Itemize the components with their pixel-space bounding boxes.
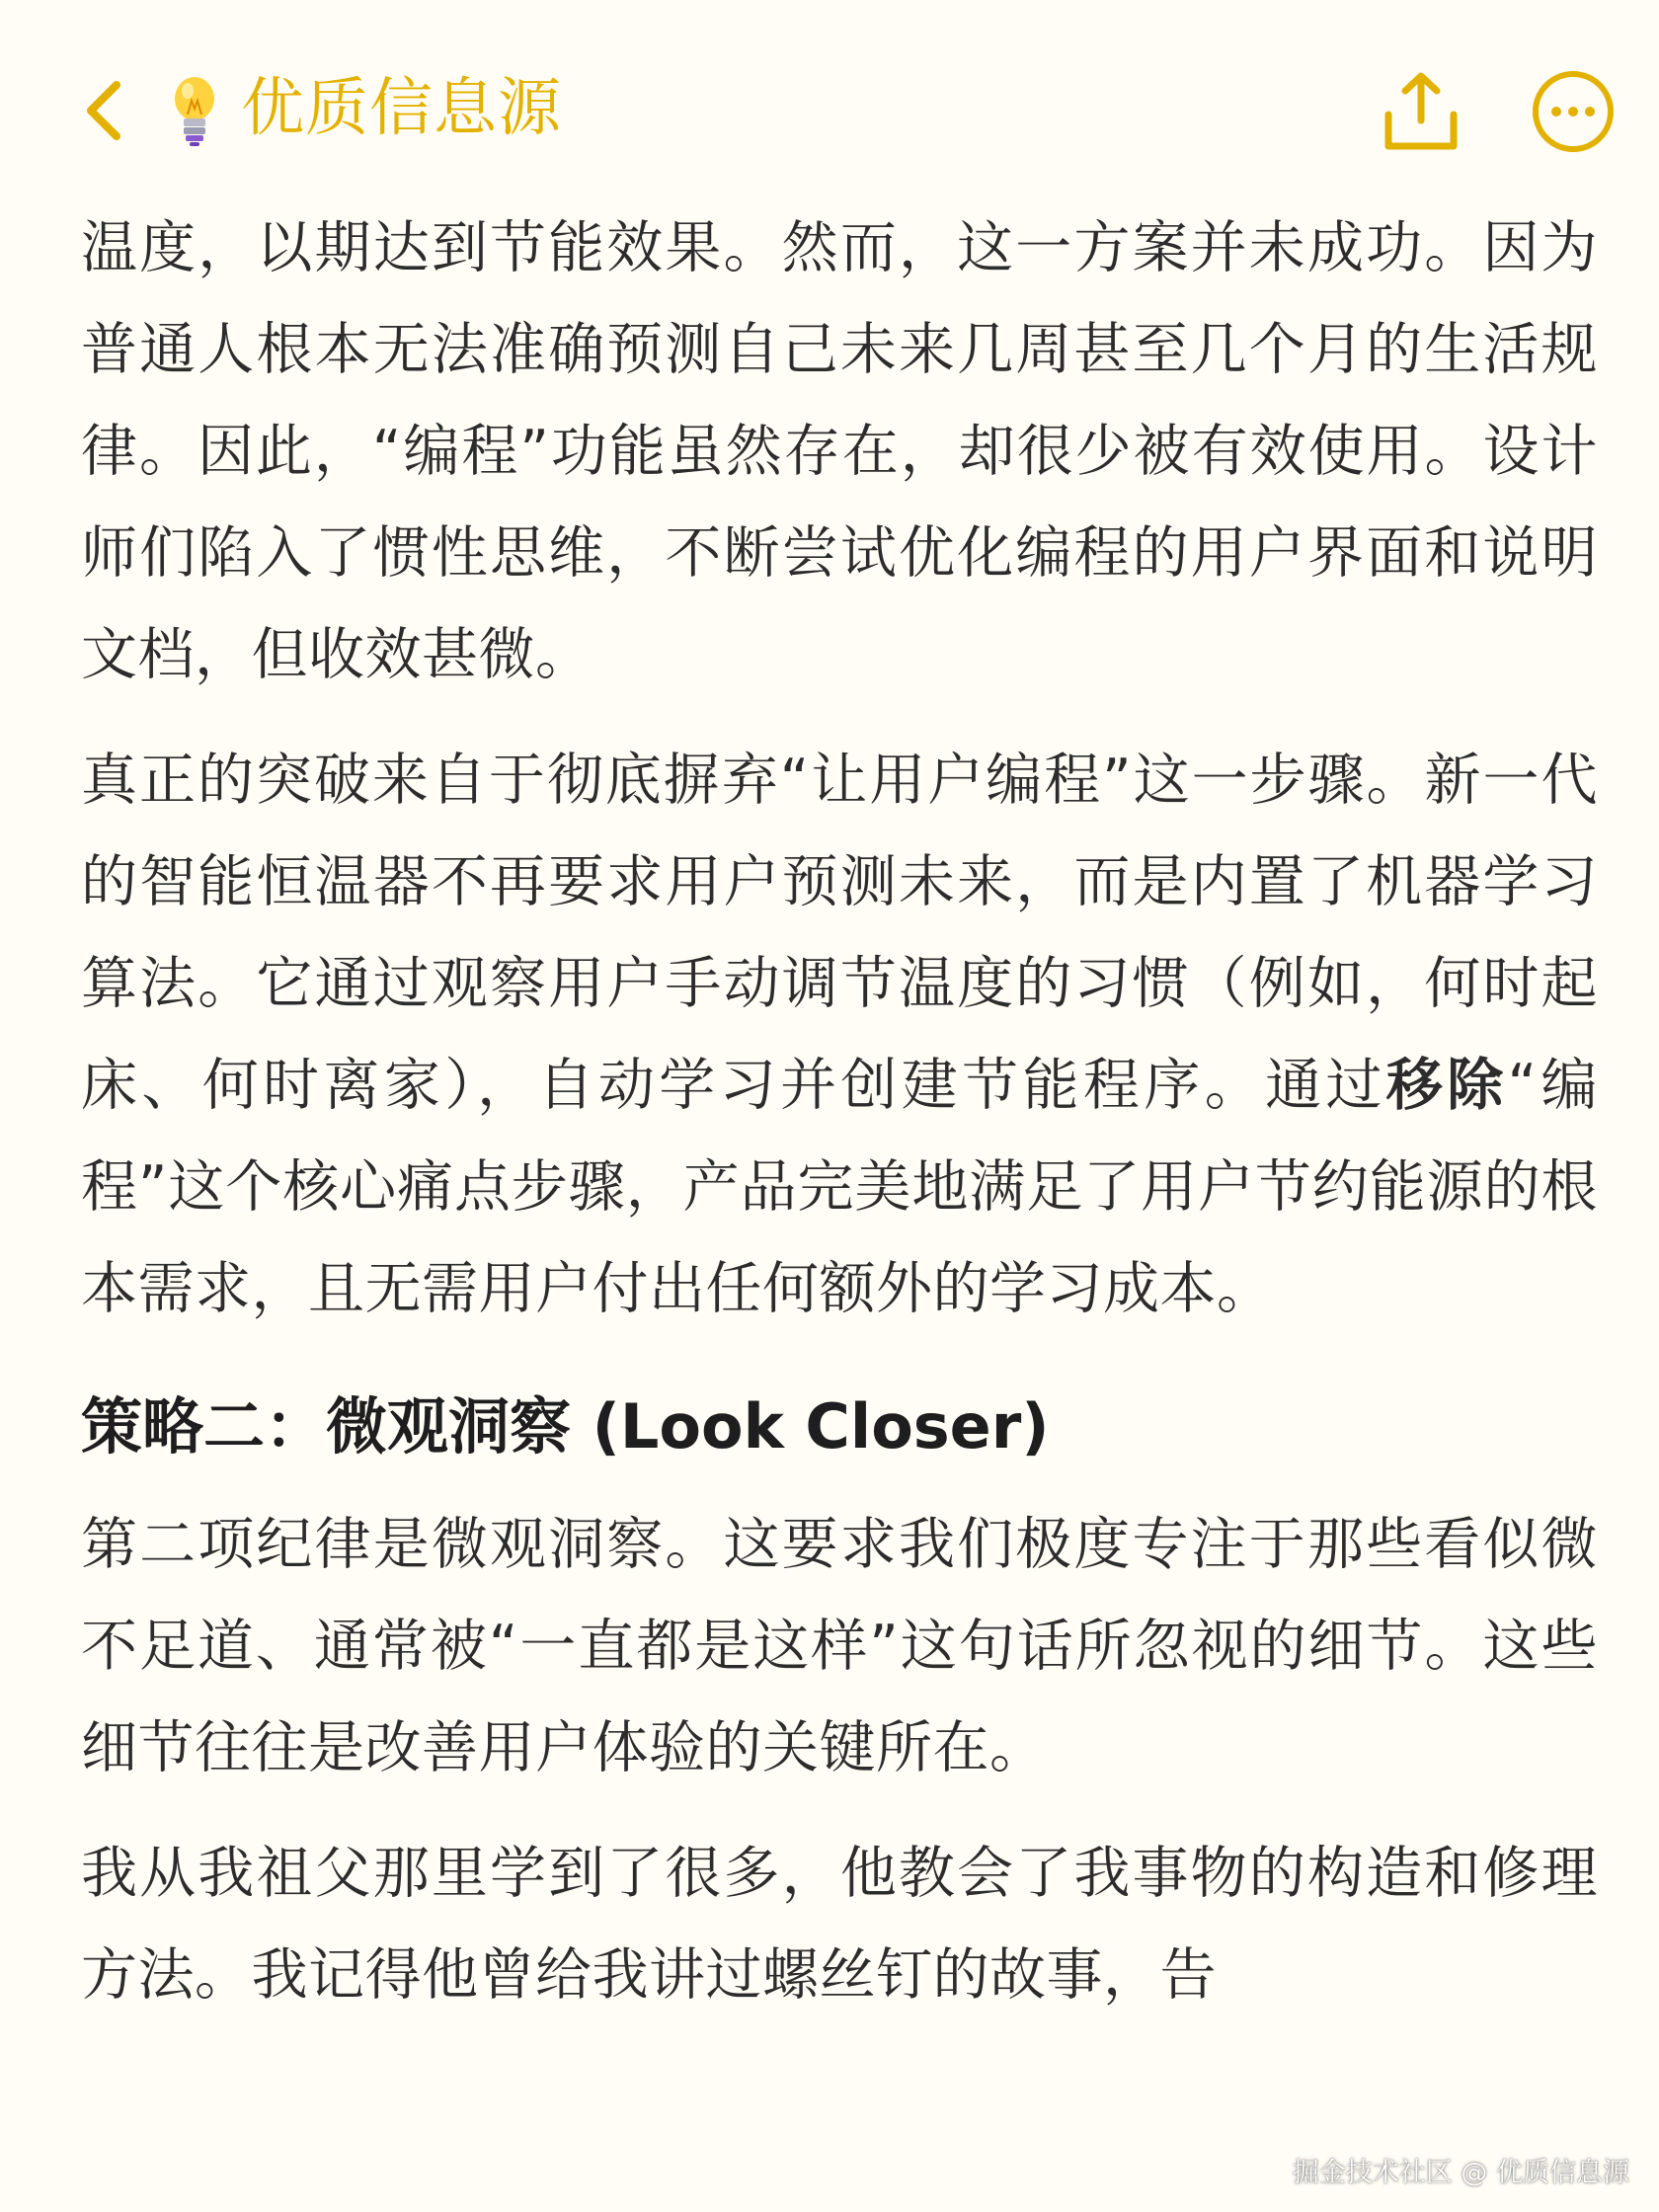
top-nav-bar [0, 0, 1659, 198]
paragraph: 我从我祖父那里学到了很多，他教会了我事物的构造和修理方法。我记得他曾给我讲过螺丝钉的故事，告 [81, 1841, 1598, 2008]
paragraph-text: 真正的突破来自于彻底摒弃“让用户编程”这一步骤。新一代的智能恒温器不再要求用户预测未来，而是内置了机器学习算法。它通过观察用户手动调节温度的习惯（例如，何时起床、何时离家），自动学习并创建节能程序。通过 [81, 748, 1598, 1118]
paragraph: 温度，以期达到节能效果。然而，这一方案并未成功。因为普通人根本无法准确预测自己未来几周甚至几个月的生活规律。因此，“编程”功能虽然存在，却很少被有效使用。设计师们陷入了惯性思维，不断尝试优化编程的用户界面和说明文档，但收效甚微。 [81, 215, 1598, 687]
paragraph: 第二项纪律是微观洞察。这要求我们极度专注于那些看似微不足道、通常被“一直都是这样”这句话所忽视的细节。这些细节往往是改善用户体验的关键所在。 [81, 1512, 1598, 1780]
paragraph [81, 730, 1598, 1340]
more-icon [1531, 69, 1616, 154]
article-body [81, 198, 1598, 2026]
watermark: 掘金技术社区 @ 优质信息源 [1292, 2158, 1629, 2188]
lightbulb-icon [170, 71, 219, 150]
share-button[interactable] [1379, 69, 1463, 154]
more-options-button[interactable] [1531, 69, 1616, 154]
section-heading: 策略二：微观洞察 (Look Closer) [81, 1390, 1050, 1462]
page-title: 优质信息源 [241, 72, 562, 145]
back-button[interactable] [77, 71, 136, 150]
bold-text: 移除 [1385, 1053, 1508, 1118]
share-icon [1379, 69, 1463, 154]
paragraph-text: “编程”这个核心痛点步骤，产品完美地满足了用户节约能源的根本需求，且无需用户付出任何额外的学习成本。 [81, 1053, 1599, 1321]
chevron-left-icon [77, 71, 136, 150]
